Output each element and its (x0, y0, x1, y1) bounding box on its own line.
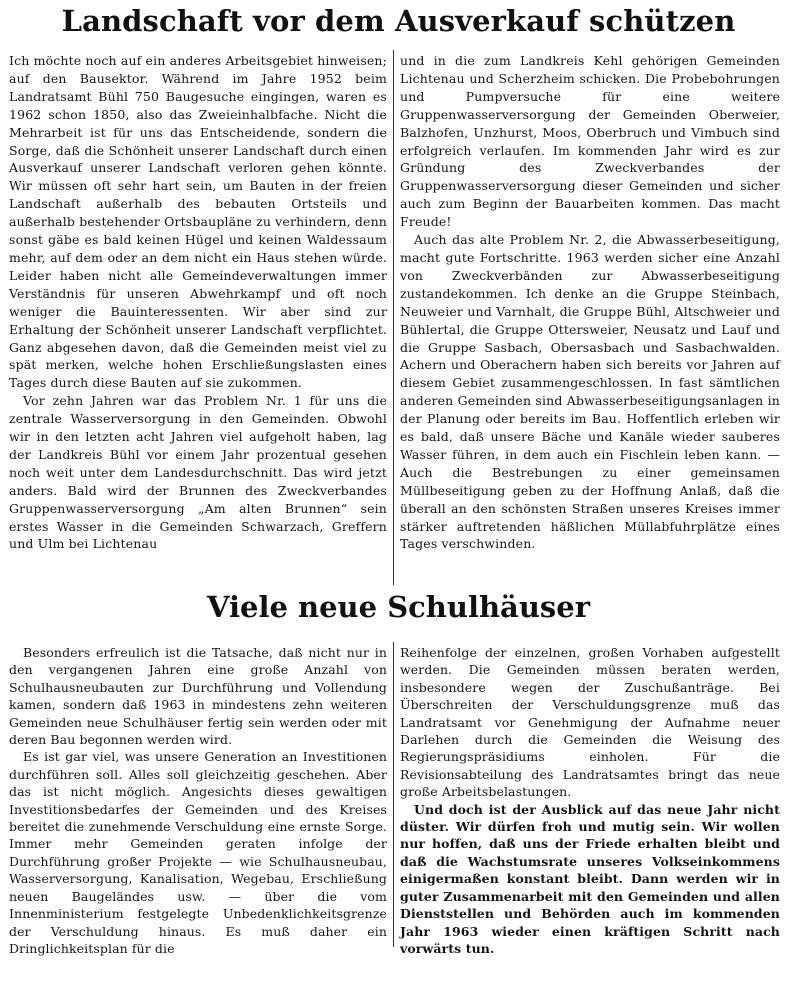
headline-landschaft: Landschaft vor dem Ausverkauf schützen (61, 4, 736, 38)
headline-schulhaeuser: Viele neue Schulhäuser (207, 590, 590, 624)
section2-column-left (9, 644, 387, 957)
section1-column-right (400, 52, 780, 553)
section2-left-paragraph-2: Es ist gar viel, was unsere Generation an Investitionen durchführen soll. Alles soll gleichzeitig geschehen. Aber das ist nicht möglich. Angesichts dieses gewaltigen Investitionsbedarfes der Gemeinden und des Kreises bereitet die zunehmende Verschuldung eine ernste Sorge. Immer mehr Gemeinden geraten infolge der Durchführung großer Projekte — wie Schulhausneubau, Wasserversorgung, Kanalisation, Wegebau, Erschließung neuen Baugeländes usw. — über die vom Innenministerium festgelegte Unbedenklichkeitsgrenze der Verschuldung hinaus. Es muß daher ein Dringlichkeitsplan für die (9, 749, 387, 956)
column-divider-bottom (393, 642, 394, 947)
section1-column-left (9, 52, 387, 553)
section2-right-paragraph-1: Reihenfolge der einzelnen, großen Vorhaben aufgestellt werden. Die Gemeinden müssen beraten werden, insbesondere wegen der Zuschußanträge. Bei Überschreiten der Verschuldungsgrenze muß das Landratsamt vor Genehmigung der Aufnahme neuer Darlehen durch die Gemeinden die Weisung des Regierungspräsidiums einholen. Für die Revisionsabteilung des Landratsamtes bringt das neue große Arbeitsbelastungen. (400, 645, 780, 800)
section1-right-paragraph-1: und in die zum Landkreis Kehl gehörigen Gemeinden Lichtenau und Scherzheim schicken. Die Probebohrungen und Pumpversuche für eine weitere Gruppenwasserversorgung der Gemeinden Oberweier, Balzhofen, Unzhurst, Moos, Oberbruch und Vimbuch sind erfolgreich verlaufen. Im kommenden Jahr wird es zur Gründung des Zweckverbandes der Gruppenwasserversorgung dieser Gemeinden und sicher auch zum Beginn der Bauarbeiten kommen. Das macht Freude! (400, 53, 780, 230)
section1-left-paragraph-2: Vor zehn Jahren war das Problem Nr. 1 für uns die zentrale Wasserversorgung in den Gemeinden. Obwohl wir in den letzten acht Jahren viel aufgeholt haben, lag der Landkreis Bühl vor einem Jahr prozentual gesehen noch weit unter dem Landesdurchschnitt. Das wird jetzt anders. Bald wird der Brunnen des Zweckverbandes Gruppenwasserversorgung „Am alten Brunnen“ sein erstes Wasser in die Gemeinden Schwarzach, Greffern und Ulm bei Lichtenau (9, 393, 387, 552)
section2-left-paragraph-1: Besonders erfreulich ist die Tatsache, daß nicht nur in den vergangenen Jahren eine große Anzahl von Schulhausneubauten zur Durchführung und Vollendung kamen, sondern daß 1963 in mindestens zehn weiteren Gemeinden neue Schulhäuser fertig sein werden oder mit deren Bau begonnen werden wird. (9, 645, 387, 748)
column-divider-top (393, 50, 394, 585)
section1-left-paragraph-1: Ich möchte noch auf ein anderes Arbeitsgebiet hinweisen; auf den Bausektor. Während im Jahre 1952 beim Landratsamt Bühl 750 Baugesuche eingingen, waren es 1962 schon 1850, also das Zweieinhalbfache. Nicht die Mehrarbeit ist für uns das Entscheidende, sondern die Sorge, daß die Schönheit unserer Landschaft durch einen Ausverkauf unserer Landschaft verloren gehen könnte. Wir müssen oft sehr hart sein, um Bauten in der freien Landschaft außerhalb des bebauten Ortsteils und außerhalb bestehender Ortsbaupläne zu verhindern, denn sonst gäbe es bald keinen Hügel und keinen Waldessaum mehr, auf dem oder an dem nicht ein Haus stehen würde. Leider haben nicht alle Gemeindeverwaltungen immer Verständnis für unseren Abwehrkampf und oft noch weniger die Bauinteressenten. Wir aber sind zur Erhaltung der Schönheit unserer Landschaft verpflichtet. Ganz abgesehen davon, daß die Gemeinden meist viel zu spät merken, welche hohen Erschließungslasten eines Tages durch diese Bauten auf sie zukommen. (9, 53, 387, 391)
section2-column-right (400, 644, 780, 957)
section1-right-paragraph-2: Auch das alte Problem Nr. 2, die Abwasserbeseitigung, macht gute Fortschritte. 1963 werden sicher eine Anzahl von Zweckverbänden zur Abwasserbeseitigung zustandekommen. Ich denke an die Gruppe Steinbach, Neuweier und Varnhalt, die Gruppe Bühl, Altschweier und Bühlertal, die Gruppe Ottersweier, Neusatz und Lauf und die Gruppe Sasbach, Obersasbach und Sasbachwalden. Achern und Oberachern haben sich bereits vor Jahren auf diesem Gebiet zusammengeschlossen. In fast sämtlichen anderen Gemeinden sind Abwasserbeseitigungsanlagen in der Planung oder bereits im Bau. Hoffentlich erleben wir es bald, daß unsere Bäche und Kanäle wieder sauberes Wasser führen, in dem auch ein Fischlein leben kann. — Auch die Bestrebungen zu einer gemeinsamen Müllbeseitigung geben zu der Hoffnung Anlaß, daß die überall an den schönsten Straßen unseres Kreises immer stärker auftretenden häßlichen Müllabfuhrplätze eines Tages verschwinden. (400, 232, 780, 552)
section2-right-bold-paragraph: Und doch ist der Ausblick auf das neue Jahr nicht düster. Wir dürfen froh und mutig sein. Wir wollen nur hoffen, daß uns der Friede erhalten bleibt und daß die Wachstumsrate unseres Volkseinkommens einigermaßen konstant bleibt. Dann werden wir in guter Zusammenarbeit mit den Gemeinden und allen Dienststellen und Behörden auch im kommenden Jahr 1963 wieder einen kräftigen Schritt nach vorwärts tun. (400, 801, 780, 956)
